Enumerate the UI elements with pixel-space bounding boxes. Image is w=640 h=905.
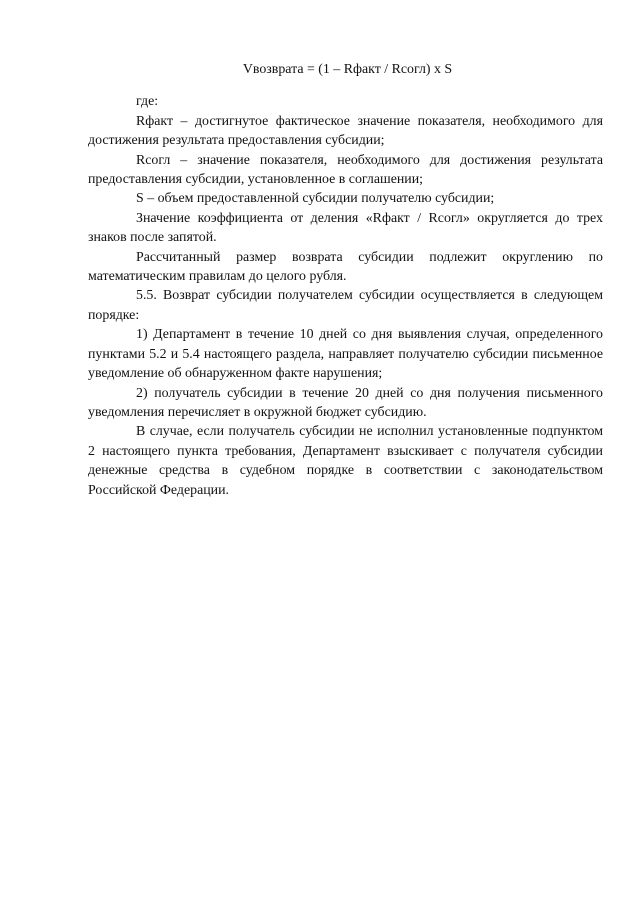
paragraph-rsogl-definition: Rсогл – значение показателя, необходимого для достижения результата предоставления субсидии, установленное в соглашении; bbox=[88, 152, 603, 188]
paragraph-item-2: 2) получатель субсидии в течение 20 дней со дня получения письменного уведомления перечисляет в окружной бюджет субсидию. bbox=[88, 385, 603, 420]
paragraph-item-1: 1) Департамент в течение 10 дней со дня выявления случая, определенного пунктами 5.2 и 5.4 настоящего раздела, направляет получателю субсидии письменное уведомление об обнаруженном факте нарушения; bbox=[88, 327, 603, 382]
document-page bbox=[88, 60, 603, 500]
paragraph-where: где: bbox=[136, 94, 159, 110]
paragraph-rfakt-definition: Rфакт – достигнутое фактическое значение показателя, необходимого для достижения результата предоставления субсидии; bbox=[88, 113, 603, 149]
paragraph-section-5-5: 5.5. Возврат субсидии получателем субсидии осуществляется в следующем порядке: bbox=[88, 288, 603, 323]
paragraph-enforcement: В случае, если получатель субсидии не исполнил установленные подпунктом 2 настоящего пункта требования, Департамент взыскивает с получателя субсидии денежные средства в судебном порядке в соответствии с законодательством Российской Федерации. bbox=[88, 424, 603, 498]
paragraph-s-definition: S – объем предоставленной субсидии получателю субсидии; bbox=[136, 191, 495, 207]
paragraph-amount-rounding: Рассчитанный размер возврата субсидии подлежит округлению по математическим правилам до целого рубля. bbox=[88, 249, 603, 285]
paragraph-coefficient-rounding: Значение коэффициента от деления «Rфакт / Rсогл» округляется до трех знаков после запятой. bbox=[88, 210, 603, 246]
return-formula: Vвозврата = (1 – Rфакт / Rсогл) х S bbox=[242, 62, 453, 77]
